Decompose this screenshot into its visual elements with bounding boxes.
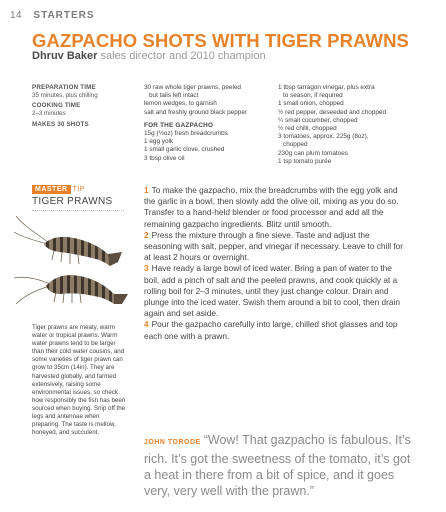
yield (32, 121, 137, 129)
step-number: 1 (144, 185, 149, 195)
ingredient: 30 raw whole tiger prawns, peeled (144, 84, 241, 91)
meta-heading: MAKES 30 SHOTS (32, 121, 89, 128)
ingredient: 230g can plum tomatoes (278, 149, 348, 157)
meta-value: 35 minutes, plus chilling (32, 91, 98, 99)
step-number: 2 (144, 229, 149, 240)
meta-heading: COOKING TIME (32, 102, 81, 109)
ingredient: ¼ small cucumber, chopped (278, 116, 358, 124)
ingredient: 3 tbsp olive oil (144, 154, 185, 162)
quote-author: JOHN TORODE (144, 439, 201, 446)
ingredient: ½ red chilli, chopped (278, 125, 337, 133)
meta-heading: PREPARATION TIME (32, 84, 96, 91)
prawn-1 (44, 237, 122, 266)
tip-text: Tiger prawns are meaty, warm water or tropical prawns. Warm water prawns tend to be larger than their cold water cousins, and some varieties of tiger prawn can grow to 35cm (14in). They are harvested globally, and farmed extensively, raising some environmental issues, so check how responsibly the fish has been sourced when buying. Snip off the legs and antennae when preparing. The taste is mellow, honeyed, and succulent. (32, 324, 126, 437)
step-1 (144, 185, 408, 230)
step-text: Press the mixture through a fine sieve. Taste and adjust the seasoning with salt, pepper, and vinegar if necessary. Leave to chill for at least 2 hours or overnight. (144, 229, 404, 263)
ingredient: 1 small onion, chopped (278, 100, 344, 108)
ingredient: 1 tbsp tarragon vinegar, plus extra (278, 84, 375, 91)
step-number: 4 (144, 319, 149, 330)
tip-title: TIGER PRAWNS (32, 196, 113, 207)
judge-quote (144, 432, 414, 499)
ingredients-column-2 (278, 84, 408, 166)
prawn-2 (46, 275, 128, 304)
ingredient: to season, if required (283, 92, 343, 100)
prep-time (32, 84, 137, 99)
step-3 (144, 263, 408, 319)
master-tip-label (32, 186, 85, 193)
step-2 (144, 230, 408, 264)
byline-role: sales director and 2010 champion (100, 50, 266, 62)
step-number: 3 (144, 263, 149, 274)
cook-time (32, 102, 137, 117)
ingredient: but tails left intact (149, 92, 199, 100)
byline (32, 50, 266, 62)
recipe-title: GAZPACHO SHOTS WITH TIGER PRAWNS (32, 30, 409, 51)
ingredient: ½ red pepper, deseeded and chopped (278, 108, 387, 116)
ingredients-column-1 (144, 84, 272, 163)
ingredient: 15g (½oz) fresh breadcrumbs (144, 130, 228, 138)
master-badge: MASTER (32, 185, 71, 194)
meta-value: 2–3 minutes (32, 109, 66, 117)
ingredient: 1 egg yolk (144, 138, 174, 146)
ingredient: 3 tomatoes, approx. 225g (8oz), (278, 133, 369, 141)
tip-suffix: TIP (72, 186, 85, 193)
step-4 (144, 319, 408, 341)
step-text: Pour the gazpacho carefully into large, chilled shot glasses and top each one with a prawn. (144, 319, 398, 341)
page-number: 14 (10, 10, 23, 21)
page-header (10, 10, 95, 21)
section-title: STARTERS (33, 10, 95, 21)
ingredient: 1 small garlic clove, crushed (144, 146, 225, 154)
byline-name: Dhruv Baker (32, 50, 98, 62)
ingredient: chopped (283, 141, 308, 149)
ingredient: lemon wedges, to garnish (144, 100, 217, 108)
step-text: To make the gazpacho, mix the breadcrumbs with the egg yolk and the garlic in a bowl, then slowly add the olive oil, mixing as you do so. Transfer to a hand-held blender or food processor and add all the remaining gazpacho ingredients. Blitz until smooth. (144, 185, 399, 229)
ingredient: salt and freshly ground black pepper (144, 108, 248, 116)
ingredient: 1 tsp tomato purée (278, 157, 332, 165)
ingredients-subheading: FOR THE GAZPACHO (144, 121, 214, 129)
tiger-prawn-image (14, 214, 132, 320)
quote-text: “Wow! That gazpacho is fabulous. It’s rich. It’s got the sweetness of the tomato, it’s got a heat in there from a bit of spice, and it goes very, very well with the prawn.” (144, 433, 411, 498)
divider (32, 210, 124, 211)
method-steps (144, 185, 408, 342)
step-text: Have ready a large bowl of iced water. Bring a pan of water to the boil, add a pinch of salt and the peeled prawns, and cook quickly at a rolling boil for 2–3 minutes, until they just change colour. Drain and plunge into the iced water. Swish them around a bit to cool, then drain again and set aside. (144, 263, 400, 319)
